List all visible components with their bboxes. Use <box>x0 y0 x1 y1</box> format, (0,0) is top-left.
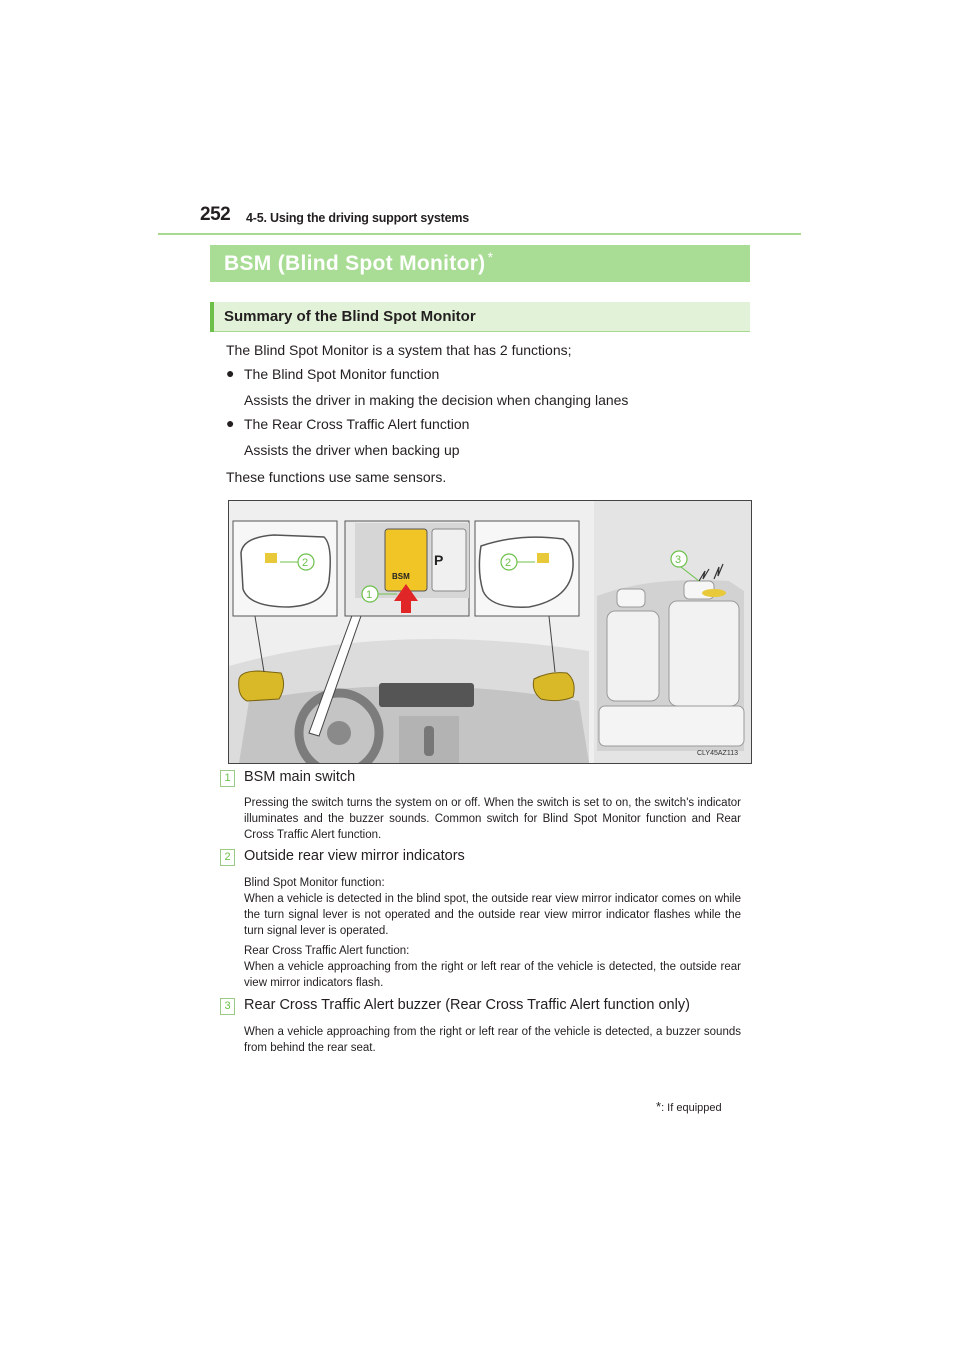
footnote <box>656 1099 722 1114</box>
callout-2-right: 2 <box>505 557 512 569</box>
item-description-1 <box>244 795 741 843</box>
svg-text:P: P <box>434 552 444 568</box>
item-2-paragraph: Blind Spot Monitor function: <box>244 877 385 889</box>
bullet-detail: Assists the driver when backing up <box>244 442 460 458</box>
item-title-1: BSM main switch <box>244 769 356 785</box>
title-band <box>210 245 750 282</box>
figure-code: CLY45AZ113 <box>697 750 738 757</box>
bsm-switch-label: BSM <box>392 572 410 581</box>
item-number-3: 3 <box>220 998 235 1015</box>
bullet-detail: Assists the driver in making the decision when changing lanes <box>244 392 629 408</box>
item-1-paragraph: Pressing the switch turns the system on or off. When the switch is set to on, the switch's indicator illuminates and the buzzer sounds. Common switch for Blind Spot Monitor function and Rear Cross Traffic Alert function. <box>244 797 741 841</box>
item-description-2 <box>244 875 741 991</box>
subheading: Summary of the Blind Spot Monitor <box>224 308 476 325</box>
callout-3: 3 <box>675 554 682 566</box>
footnote-text: : If equipped <box>661 1102 722 1114</box>
callout-1: 1 <box>366 589 373 601</box>
page-number: 252 <box>200 204 231 225</box>
item-number-1: 1 <box>220 770 235 787</box>
bsm-illustration <box>228 500 752 764</box>
item-title-3: Rear Cross Traffic Alert buzzer (Rear Cross Traffic Alert function only) <box>244 997 690 1013</box>
bullet-icon: ● <box>226 415 235 431</box>
header-divider <box>158 233 801 235</box>
page-title-text: BSM (Blind Spot Monitor) <box>224 252 486 275</box>
subheading-band <box>210 302 750 332</box>
bullet-label: The Blind Spot Monitor function <box>244 366 440 382</box>
item-title-2: Outside rear view mirror indicators <box>244 848 465 864</box>
bullet-label: The Rear Cross Traffic Alert function <box>244 416 470 432</box>
item-3-paragraph: When a vehicle approaching from the right or left rear of the vehicle is detected, a buzzer sounds from behind the rear seat. <box>244 1026 741 1054</box>
item-description-3 <box>244 1024 741 1056</box>
item-number-2: 2 <box>220 849 235 866</box>
item-2-paragraph: Rear Cross Traffic Alert function: <box>244 945 410 957</box>
section-title: 4-5. Using the driving support systems <box>246 211 470 225</box>
callout-2-left: 2 <box>302 557 309 569</box>
asterisk-icon: * <box>656 1099 662 1114</box>
page-title <box>224 249 493 276</box>
bullet-icon: ● <box>226 365 235 381</box>
item-2-paragraph: When a vehicle approaching from the right or left rear of the vehicle is detected, the outside rear view mirror indicators flash. <box>244 961 741 989</box>
intro-closing: These functions use same sensors. <box>226 469 447 485</box>
subheading-accent-bar <box>210 302 214 332</box>
item-2-paragraph: When a vehicle is detected in the blind spot, the outside rear view mirror indicator comes on while the turn signal lever is not operated and the outside rear view mirror indicator flashes while the turn signal lever is operated. <box>244 893 741 937</box>
bsm-illustration-svg <box>229 501 751 763</box>
intro-text: The Blind Spot Monitor is a system that has 2 functions; <box>226 342 572 358</box>
asterisk-icon: * <box>487 249 494 265</box>
